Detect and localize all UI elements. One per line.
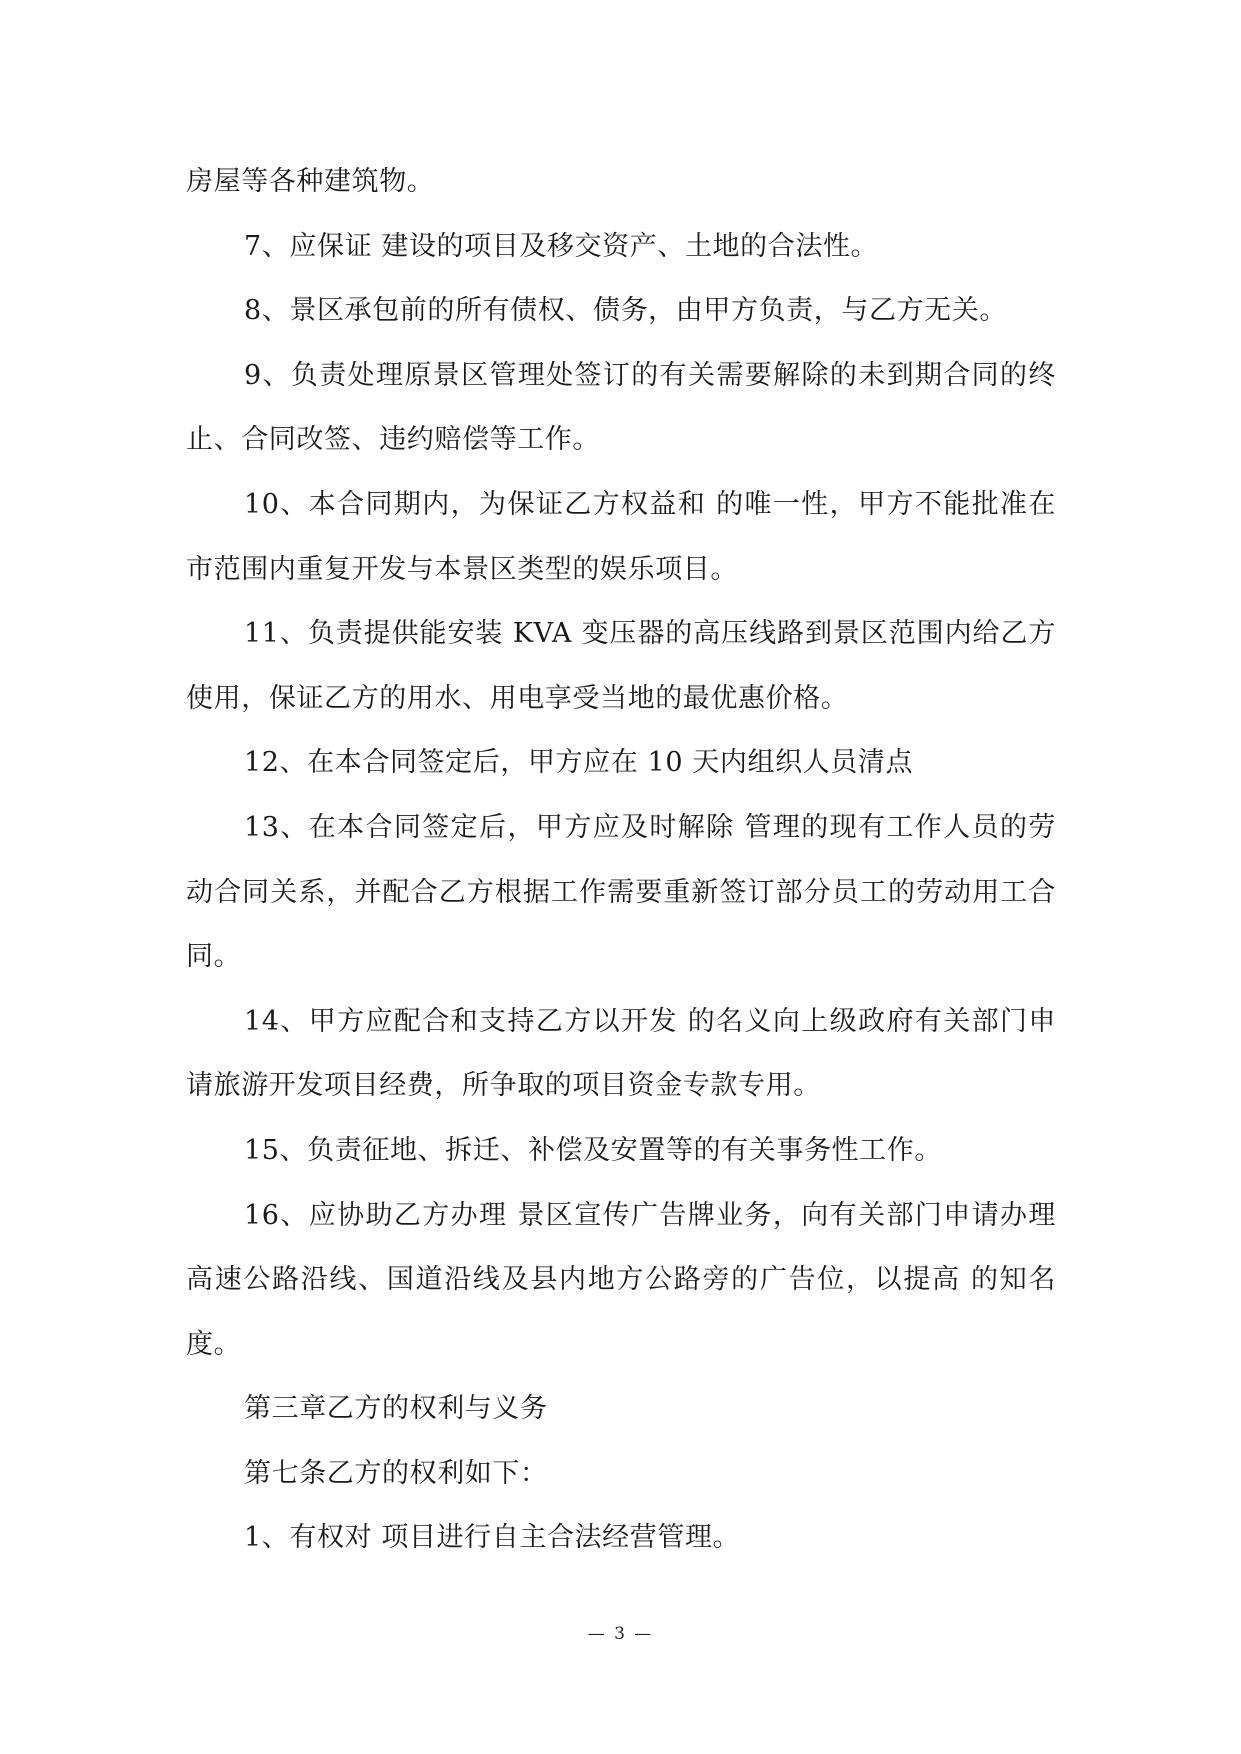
paragraph: 房屋等各种建筑物。 [186, 166, 435, 197]
paragraph: 9、负责处理原景区管理处签订的有关需要解除的未到期合同的终止、合同改签、违约赔偿等工作。 [186, 359, 1056, 456]
paragraph: 7、应保证 建设的项目及移交资产、土地的合法性。 [244, 230, 879, 262]
paragraph: 11、负责提供能安装 KVA 变压器的高压线路到景区范围内给乙方使用，保证乙方的用水、用电享受当地的最优惠价格。 [186, 618, 1056, 714]
paragraph: 8、景区承包前的所有债权、债务，由甲方负责，与乙方无关。 [244, 295, 1007, 327]
document-body [186, 150, 1056, 1571]
paragraph: 1、有权对 项目进行自主合法经营管理。 [244, 1522, 741, 1554]
paragraph: 15、负责征地、拆迁、补偿及安置等的有关事务性工作。 [244, 1134, 942, 1166]
paragraph: 12、在本合同签定后，甲方应在 10 天内组织人员清点 [244, 747, 914, 779]
article-heading: 第七条乙方的权利如下： [244, 1457, 548, 1489]
paragraph: 10、本合同期内，为保证乙方权益和 的唯一性，甲方不能批准在 市范围内重复开发与本景区类型的娱乐项目。 [186, 488, 1056, 585]
paragraph: 13、在本合同签定后，甲方应及时解除 管理的现有工作人员的劳动合同关系，并配合乙方根据工作需要重新签订部分员工的劳动用工合同。 [186, 811, 1056, 973]
paragraph: 14、甲方应配合和支持乙方以开发 的名义向上级政府有关部门申请旅游开发项目经费，所争取的项目资金专款专用。 [186, 1005, 1056, 1102]
chapter-heading: 第三章乙方的权利与义务 [244, 1393, 548, 1425]
page-number: — 3 — [587, 1624, 654, 1644]
paragraph: 16、应协助乙方办理 景区宣传广告牌业务，向有关部门申请办理高速公路沿线、国道沿线及县内地方公路旁的广告位，以提高 的知名度。 [186, 1199, 1056, 1360]
